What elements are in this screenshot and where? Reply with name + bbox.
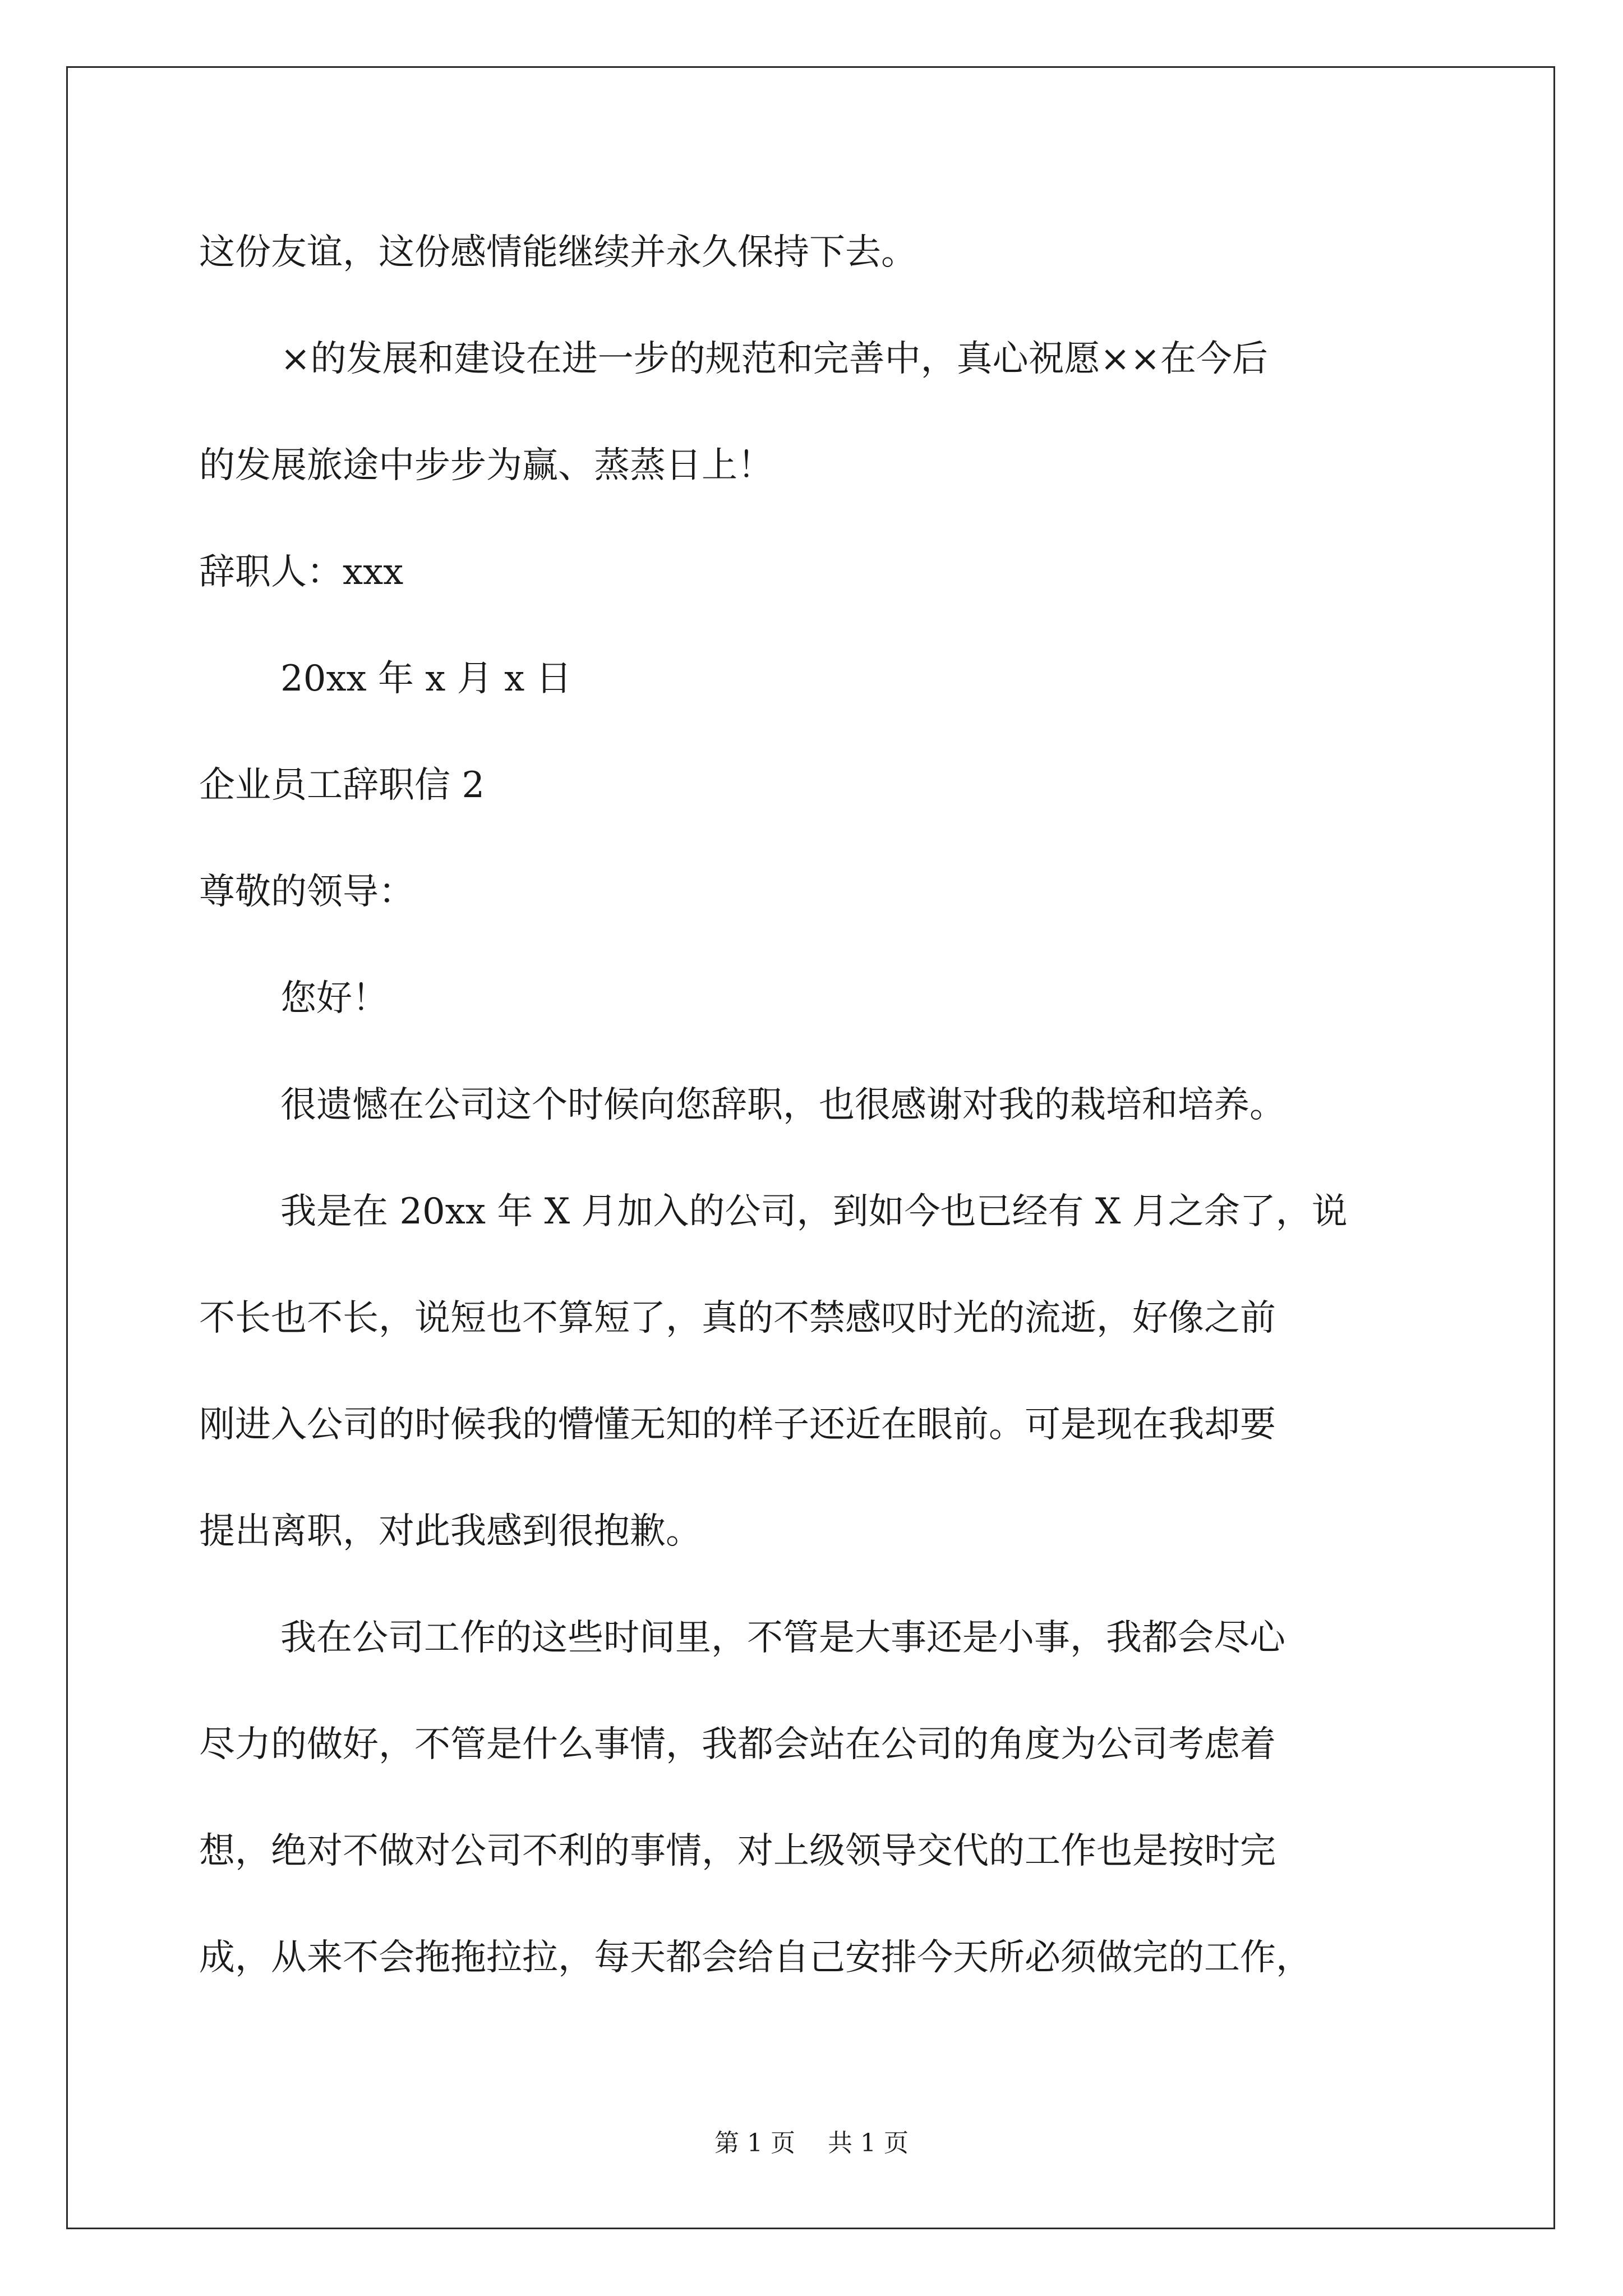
page-number: 第 1 页: [714, 2129, 795, 2157]
page-border: [66, 66, 1555, 2229]
text-line: 想，绝对不做对公司不利的事情，对上级领导交代的工作也是按时完: [199, 1830, 1276, 1872]
greeting: 您好！: [280, 978, 388, 1019]
page-total: 共 1 页: [828, 2129, 909, 2157]
signature-line: 辞职人：xxx: [199, 551, 404, 593]
text-line: 刚进入公司的时候我的懵懂无知的样子还近在眼前。可是现在我却要: [199, 1404, 1276, 1446]
text-line: 的发展旅途中步步为赢、蒸蒸日上！: [199, 445, 773, 486]
section-title: 企业员工辞职信 2: [199, 765, 485, 806]
text-line: ×的发展和建设在进一步的规范和完善中，真心祝愿××在今后: [280, 338, 1268, 380]
text-line: 成，从来不会拖拖拉拉，每天都会给自己安排今天所必须做完的工作，: [199, 1937, 1312, 1978]
text-line: 这份友谊，这份感情能继续并永久保持下去。: [199, 232, 917, 273]
text-line: 提出离职，对此我感到很抱歉。: [199, 1511, 702, 1552]
text-line: 很遗憾在公司这个时候向您辞职，也很感谢对我的栽培和培养。: [280, 1084, 1285, 1126]
page-footer: [0, 2123, 1623, 2159]
text-line: 尽力的做好，不管是什么事情，我都会站在公司的角度为公司考虑着: [199, 1724, 1276, 1765]
text-line: 我是在 20xx 年 X 月加入的公司，到如今也已经有 X 月之余了，说: [280, 1191, 1348, 1232]
salutation: 尊敬的领导：: [199, 871, 414, 913]
text-line: 不长也不长，说短也不算短了，真的不禁感叹时光的流逝，好像之前: [199, 1297, 1276, 1339]
date-line: 20xx 年 x 月 x 日: [280, 658, 572, 700]
text-line: 我在公司工作的这些时间里，不管是大事还是小事，我都会尽心: [280, 1617, 1285, 1659]
